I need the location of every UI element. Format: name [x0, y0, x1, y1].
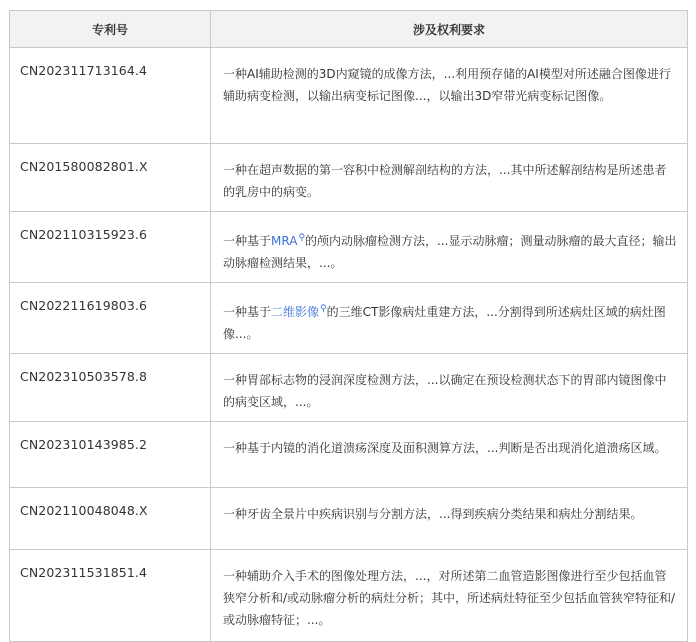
claim-cell [211, 283, 688, 354]
patent-number-cell: CN202311713164.4 [10, 48, 211, 144]
patent-number-cell: CN202110048048.X [10, 488, 211, 550]
claim-text: 一种牙齿全景片中疾病识别与分割方法，...得到疾病分类结果和病灶分割结果。 [223, 507, 643, 521]
patent-number-cell: CN202311531851.4 [10, 550, 211, 642]
table-row [10, 354, 688, 422]
claim-cell [211, 48, 688, 144]
claim-text: 一种辅助介入手术的图像处理方法，...，对所述第二血管造影图像进行至少包括血管狭窄分析和/或动脉瘤分析的病灶分析；其中，所述病灶特征至少包括血管狭窄特征和/或动脉瘤特征；...。 [223, 569, 676, 627]
claim-text: 一种在超声数据的第一容积中检测解剖结构的方法，...其中所述解剖结构是所述患者的乳房中的病变。 [223, 163, 667, 199]
table-row [10, 488, 688, 550]
patent-number-cell: CN202211619803.6 [10, 283, 211, 354]
table-row [10, 144, 688, 212]
claim-cell [211, 550, 688, 642]
claim-text: 一种基于 [223, 234, 272, 248]
mra-link[interactable]: MRA [271, 234, 298, 248]
table-row [10, 283, 688, 354]
claim-text: 的三维CT影像病灶重建方法，...分割得到所述病灶区域的病灶图像...。 [223, 305, 666, 341]
magnifier-icon[interactable]: ⚲ [320, 304, 327, 314]
claim-cell [211, 144, 688, 212]
2d-imaging-link[interactable]: 二维影像 [271, 305, 320, 319]
table-row [10, 212, 688, 283]
table-row [10, 48, 688, 144]
magnifier-icon[interactable]: ⚲ [298, 233, 306, 243]
table-row [10, 422, 688, 488]
claim-text: 一种基于 [223, 305, 272, 319]
claim-text: 一种AI辅助检测的3D内窥镜的成像方法，...利用预存储的AI模型对所述融合图像进行辅助病变检测，以输出病变标记图像...，以输出3D窄带光病变标记图像。 [223, 67, 671, 103]
header-patent-number: 专利号 [10, 11, 211, 48]
claim-text: 的颅内动脉瘤检测方法，...显示动脉瘤；测量动脉瘤的最大直径；输出动脉瘤检测结果，...。 [223, 234, 677, 270]
claim-text: 一种基于内镜的消化道溃疡深度及面积测算方法，...判断是否出现消化道溃疡区域。 [223, 441, 667, 455]
patent-number-cell: CN202310503578.8 [10, 354, 211, 422]
patent-number-cell: CN201580082801.X [10, 144, 211, 212]
patent-number-cell: CN202110315923.6 [10, 212, 211, 283]
header-claims: 涉及权利要求 [211, 11, 688, 48]
claim-cell [211, 212, 688, 283]
claim-cell [211, 354, 688, 422]
claim-cell [211, 422, 688, 488]
patent-table [9, 10, 688, 642]
patent-table-container [9, 10, 687, 642]
patent-number-cell: CN202310143985.2 [10, 422, 211, 488]
claim-text: 一种胃部标志物的浸润深度检测方法，...以确定在预设检测状态下的胃部内镜图像中的病变区域，...。 [223, 373, 667, 409]
claim-cell [211, 488, 688, 550]
table-row [10, 550, 688, 642]
table-header-row [10, 11, 688, 48]
